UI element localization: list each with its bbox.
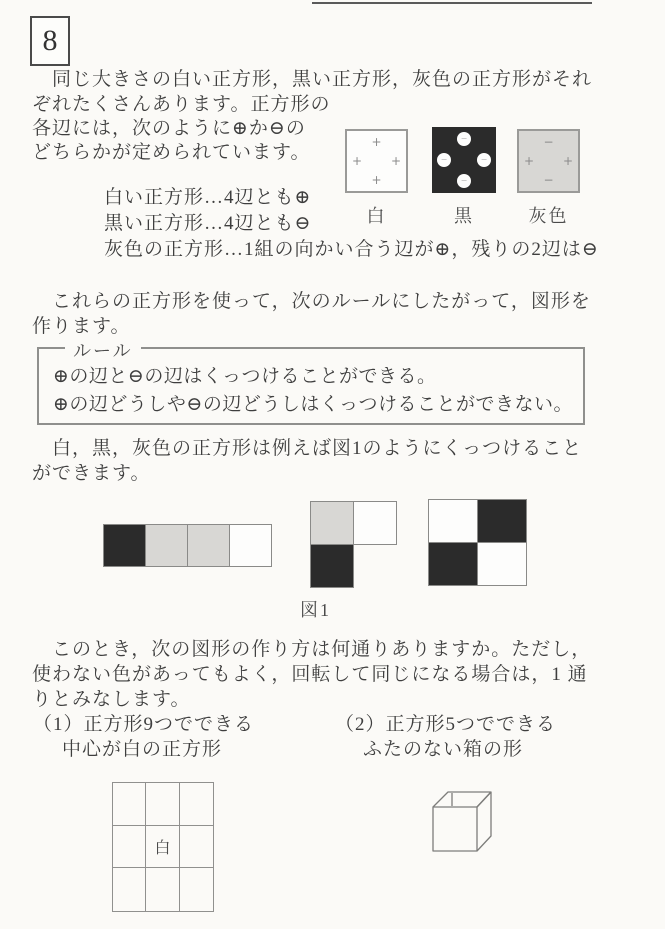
legend-black-square	[432, 127, 496, 193]
q2-open-box-figure	[429, 785, 499, 857]
plus-mark-icon: +	[390, 154, 401, 168]
grid-cell	[180, 868, 213, 911]
l-shape-cell	[310, 544, 354, 588]
checker-cell	[477, 542, 527, 586]
definition-line: 灰色の正方形…1組の向かい合う辺が⊕，残りの2辺は⊖	[104, 239, 599, 260]
q2-subheading: ふたのない箱の形	[363, 739, 524, 760]
definition-line: 白い正方形…4辺とも⊕	[104, 187, 312, 208]
minus-mark-icon: −	[457, 132, 471, 146]
plus-mark-icon: +	[562, 154, 573, 168]
strip-cell	[145, 524, 188, 567]
legend-white-square	[345, 129, 408, 193]
grid-cell	[146, 868, 179, 911]
grid-cell	[180, 826, 213, 869]
q1-grid	[112, 782, 214, 912]
minus-mark-icon: −	[437, 153, 451, 167]
q1-heading: （1）正方形9つでできる	[33, 714, 255, 735]
rule-box-title: ルール	[65, 337, 141, 363]
paragraph-line: りとみなします。	[32, 689, 191, 710]
l-shape-cell	[310, 501, 354, 545]
checker-cell	[428, 542, 478, 586]
grid-cell	[113, 826, 146, 869]
minus-mark-icon: −	[543, 135, 554, 149]
legend-label-white: 白	[366, 206, 387, 226]
plus-mark-icon: +	[371, 135, 382, 149]
plus-mark-icon: +	[371, 173, 382, 187]
intro-line: どちらかが定められています。	[32, 142, 311, 163]
figure1-caption: 図1	[300, 600, 331, 620]
paragraph-line: これらの正方形を使って，次のルールにしたがって，図形を	[32, 291, 591, 312]
paragraph-line: 使わない色があってもよく，回転して同じになる場合は，1 通	[32, 664, 588, 685]
paragraph-line: ができます。	[32, 463, 151, 484]
grid-cell-center	[146, 826, 179, 869]
definition-line: 黒い正方形…4辺とも⊖	[104, 213, 312, 234]
problem-number: 8	[42, 24, 58, 57]
figure1-l-shape	[310, 501, 399, 590]
strip-cell	[103, 524, 146, 567]
rule-box	[37, 341, 585, 425]
checker-cell	[477, 499, 527, 543]
legend-label-black: 黒	[454, 206, 474, 226]
grid-cell	[146, 783, 179, 826]
figure1-checker	[428, 499, 528, 587]
paragraph-line: 作ります。	[32, 316, 131, 337]
q2-heading: （2）正方形5つでできる	[335, 714, 557, 735]
checker-cell	[428, 499, 478, 543]
rule-line: ⊕の辺と⊖の辺はくっつけることができる。	[53, 366, 437, 387]
grid-center-label: 白	[154, 839, 171, 857]
minus-mark-icon: −	[477, 153, 491, 167]
plus-mark-icon: +	[352, 154, 363, 168]
grid-cell	[113, 783, 146, 826]
legend-gray-square	[517, 129, 580, 193]
intro-line: ぞれたくさんあります。正方形の	[32, 94, 331, 115]
grid-cell	[180, 783, 213, 826]
strip-cell	[229, 524, 272, 567]
minus-mark-icon: −	[457, 174, 471, 188]
legend-label-gray: 灰色	[528, 206, 569, 226]
figure1-strip	[103, 524, 272, 567]
top-rule-line	[312, 2, 592, 4]
rule-line: ⊕の辺どうしや⊖の辺どうしはくっつけることができない。	[53, 394, 573, 415]
strip-cell	[187, 524, 230, 567]
paragraph-line: このとき，次の図形の作り方は何通りありますか。ただし，	[32, 639, 592, 660]
intro-line: 各辺には，次のように⊕か⊖の	[32, 118, 306, 139]
grid-cell	[113, 868, 146, 911]
l-shape-cell	[353, 501, 397, 545]
paragraph-line: 白，黒，灰色の正方形は例えば図1のようにくっつけること	[32, 438, 583, 459]
intro-line: 同じ大きさの白い正方形，黒い正方形，灰色の正方形がそれ	[32, 69, 593, 90]
q1-subheading: 中心が白の正方形	[62, 739, 223, 760]
minus-mark-icon: −	[543, 173, 554, 187]
plus-mark-icon: +	[524, 154, 535, 168]
problem-number-box	[30, 16, 70, 66]
